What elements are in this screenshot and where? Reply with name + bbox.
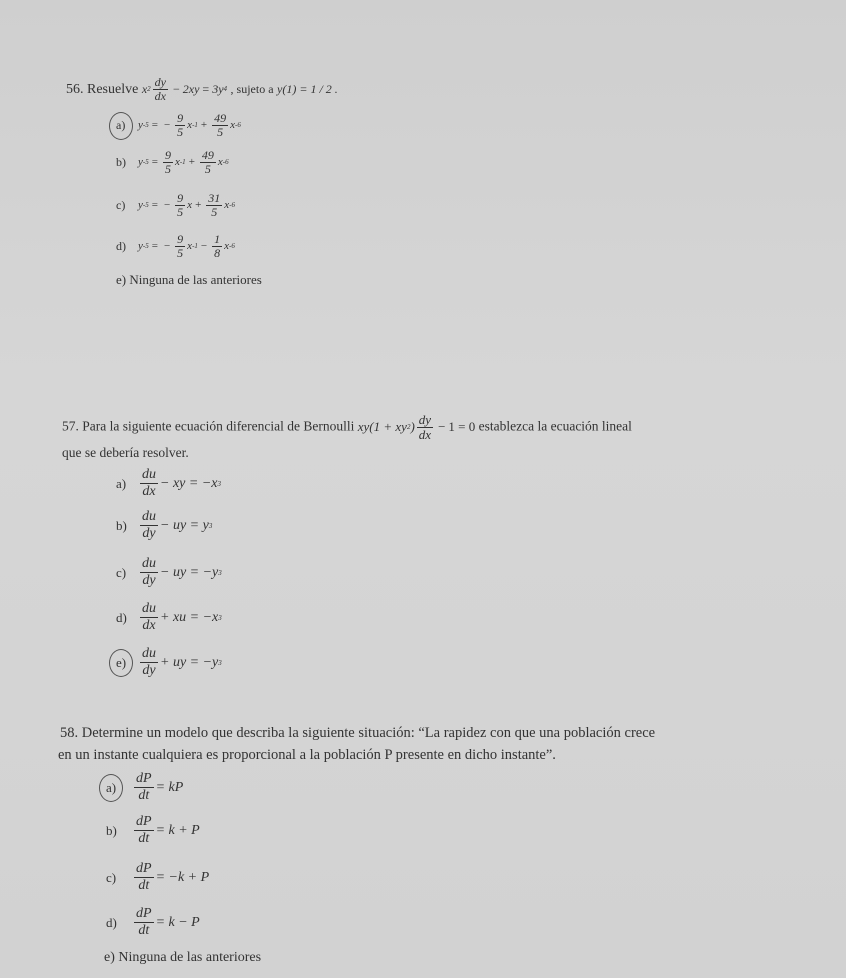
term-variable: x <box>187 199 193 212</box>
term-variable: x <box>224 199 230 212</box>
fraction <box>212 233 222 260</box>
fraction <box>175 233 185 260</box>
fraction <box>140 468 158 499</box>
operator: + <box>200 119 208 132</box>
fraction <box>140 647 158 678</box>
question-57-option <box>116 510 212 541</box>
fraction <box>175 112 185 139</box>
term-variable: x <box>224 240 230 253</box>
fraction-numerator: du <box>142 646 156 661</box>
option-expression <box>138 192 235 219</box>
option-rest: − uy = y <box>160 517 209 533</box>
option-rest: = k + P <box>155 822 200 838</box>
equals-sign: = <box>151 199 158 212</box>
fraction-numerator: dP <box>136 906 152 921</box>
fraction-numerator: du <box>142 467 156 482</box>
option-expression <box>138 112 241 139</box>
question-58-option <box>106 815 200 846</box>
option-letter: d) <box>116 609 127 625</box>
option-letter: c) <box>116 197 126 212</box>
fraction-denominator: dt <box>138 830 150 846</box>
exponent: 3 <box>218 568 222 577</box>
operator: − <box>200 240 208 253</box>
fraction <box>175 192 185 219</box>
question-57-prefix: 57. Para la siguiente ecuación diferencial de Bernoulli <box>62 418 355 434</box>
fraction-denominator: dx <box>142 483 156 499</box>
option-letter: e) <box>116 655 138 671</box>
fraction-denominator: dt <box>138 787 150 803</box>
lhs-variable: y <box>138 156 143 169</box>
fraction <box>212 112 228 139</box>
option-expression <box>132 815 200 846</box>
question-56-suffix: , sujeto a <box>230 81 274 96</box>
option-rest: = −k + P <box>155 869 210 885</box>
question-57-option <box>116 468 221 499</box>
fraction-denominator: 5 <box>177 204 184 219</box>
exponent: 3 <box>218 613 222 622</box>
operator: + <box>195 199 202 212</box>
fraction-numerator: 9 <box>164 148 171 162</box>
sign: − <box>163 199 171 212</box>
fraction-numerator: 9 <box>177 111 184 125</box>
question-57-option <box>116 557 222 588</box>
question-58-option-e: e) Ninguna de las anteriores <box>104 950 262 965</box>
fraction-denominator: dy <box>142 525 156 541</box>
term-variable: x <box>187 240 193 253</box>
option-letter: b) <box>116 517 127 533</box>
fraction <box>140 510 158 541</box>
operator: + <box>188 156 195 169</box>
exponent: 3 <box>208 521 213 530</box>
option-rest: + uy = −y <box>160 654 219 670</box>
option-rest: + xu = −x <box>160 609 219 625</box>
term-variable: x <box>230 119 236 132</box>
fraction <box>140 602 158 633</box>
selected-answer-circle <box>99 774 123 802</box>
fraction-denominator: dy <box>142 662 156 678</box>
exponent: -1 <box>192 242 198 251</box>
question-58-option <box>106 907 200 938</box>
fraction-denominator: 5 <box>204 161 211 176</box>
fraction-denominator: dt <box>138 877 150 893</box>
fraction <box>206 192 222 219</box>
fraction-numerator: 1 <box>214 232 221 246</box>
question-56-option <box>116 192 235 219</box>
exponent: 3 <box>217 479 221 488</box>
option-letter: c) <box>106 869 117 885</box>
option-rest: = kP <box>155 779 184 795</box>
option-expression <box>132 907 200 938</box>
fraction-numerator: 49 <box>214 111 227 125</box>
fraction-numerator: 9 <box>177 232 184 246</box>
option-expression <box>132 862 209 893</box>
option-expression <box>138 647 222 678</box>
question-57-suffix: establezca la ecuación lineal <box>478 418 632 434</box>
option-rest: − xy = −x <box>160 475 218 491</box>
option-expression <box>138 510 212 541</box>
option-letter: b) <box>116 154 126 169</box>
option-expression <box>132 772 183 803</box>
option-expression <box>138 149 229 176</box>
question-56-equation: x 2 $\frac{dy}{dx}$ − 2xy = 3y 4 <box>141 75 228 103</box>
option-letter: b) <box>106 822 117 838</box>
exponent: 3 <box>218 658 222 667</box>
fraction-denominator: 5 <box>217 124 224 139</box>
fraction <box>140 557 158 588</box>
fraction-numerator: 49 <box>201 148 214 162</box>
exponent: -1 <box>192 121 198 130</box>
question-57-stem <box>62 413 632 442</box>
fraction <box>134 772 154 803</box>
fraction-denominator: 5 <box>177 245 184 260</box>
fraction-denominator: dx <box>142 617 156 633</box>
question-58-stem-line1: 58. Determine un modelo que describa la siguiente situación: “La rapidez con que una población crece <box>60 725 656 741</box>
fraction-numerator: dP <box>136 861 152 876</box>
question-56-option <box>116 233 235 260</box>
question-57-equation: xy(1 + xy 2 ) $\frac{dy}{dx}$ − 1 = 0 <box>357 412 476 442</box>
fraction-numerator: dP <box>136 771 152 786</box>
equals-sign: = <box>151 119 158 132</box>
lhs-variable: y <box>138 199 143 212</box>
exponent: -6 <box>229 201 236 210</box>
exponent: -5 <box>142 121 149 130</box>
fraction <box>200 149 216 176</box>
exponent: -6 <box>235 121 241 130</box>
question-56-option-e: e) Ninguna de las anteriores <box>116 272 262 287</box>
question-58-option <box>106 862 209 893</box>
question-58-option <box>106 772 183 803</box>
question-56-condition: y(1) = 1 / 2 . <box>277 81 338 96</box>
fraction-numerator: du <box>142 601 156 616</box>
fraction-denominator: 5 <box>177 124 184 139</box>
fraction <box>134 907 154 938</box>
term-variable: x <box>187 119 193 132</box>
fraction-numerator: du <box>142 509 156 524</box>
question-57-option <box>116 602 222 633</box>
option-letter: a) <box>116 118 138 133</box>
sign: − <box>163 240 171 253</box>
fraction-denominator: 8 <box>214 245 221 260</box>
option-letter: c) <box>116 564 127 580</box>
fraction-denominator: 5 <box>211 204 218 219</box>
question-58-stem-line2: en un instante cualquiera es proporcional a la población P presente en dicho instante”. <box>58 747 556 763</box>
fraction <box>163 149 173 176</box>
fraction-denominator: dy <box>142 572 156 588</box>
option-expression <box>138 233 235 260</box>
term-variable: x <box>217 156 223 169</box>
question-56-option <box>116 149 229 176</box>
option-expression <box>138 557 222 588</box>
sign: − <box>163 119 171 132</box>
exponent: -5 <box>142 158 149 167</box>
question-56-option <box>116 112 241 139</box>
option-expression <box>138 468 221 499</box>
question-56-stem <box>66 76 338 103</box>
fraction <box>134 815 154 846</box>
question-57-option <box>116 647 222 678</box>
selected-answer-circle <box>109 649 133 677</box>
fraction-numerator: 31 <box>208 191 221 205</box>
exponent: -1 <box>179 158 186 167</box>
fraction-numerator: 9 <box>177 191 184 205</box>
fraction-denominator: 5 <box>164 161 171 176</box>
fraction-numerator: du <box>142 556 156 571</box>
exponent: -5 <box>142 201 149 210</box>
exponent: -6 <box>222 158 229 167</box>
selected-answer-circle <box>109 112 133 140</box>
equals-sign: = <box>151 240 158 253</box>
equals-sign: = <box>151 156 158 169</box>
option-letter: a) <box>116 475 127 491</box>
option-rest: − uy = −y <box>160 564 219 580</box>
fraction-numerator: dP <box>136 814 152 829</box>
exponent: -5 <box>142 242 149 251</box>
lhs-variable: y <box>138 119 143 132</box>
option-expression <box>138 602 222 633</box>
lhs-variable: y <box>138 240 143 253</box>
question-56-prefix: 56. Resuelve <box>66 81 139 97</box>
option-letter: d) <box>116 238 126 253</box>
fraction-denominator: dt <box>138 922 150 938</box>
option-letter: d) <box>106 914 117 930</box>
option-rest: = k − P <box>155 914 200 930</box>
question-57-stem-line2: que se debería resolver. <box>62 445 189 460</box>
term-variable: x <box>174 156 180 169</box>
exponent: -6 <box>229 242 235 251</box>
fraction <box>134 862 154 893</box>
option-letter: a) <box>106 780 132 796</box>
